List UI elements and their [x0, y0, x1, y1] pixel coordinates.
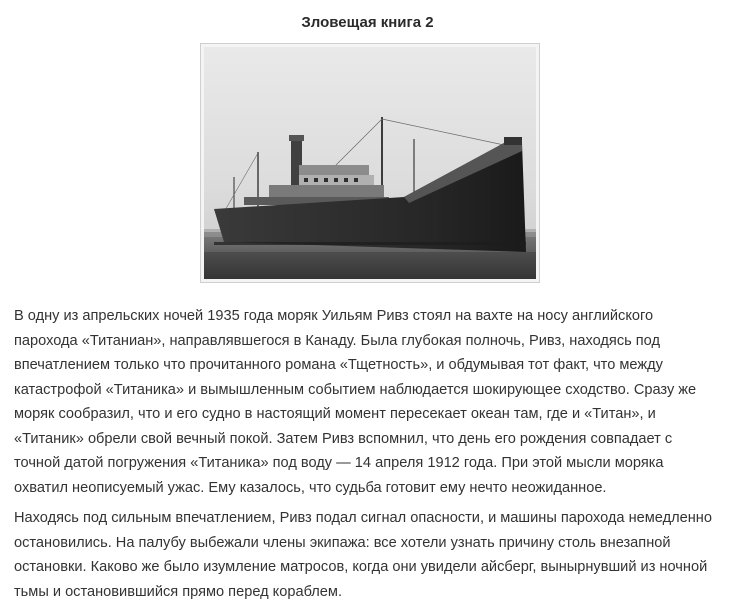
text-line: моряк сообразил, что и его судно в настоящий момент пересекает океан там, где и «Титан», и [14, 402, 726, 427]
text-line: впечатлением только что прочитанного романа «Тщетность», и обдумывая тот факт, что между [14, 353, 726, 378]
text-line: остановились. На палубу выбежали члены экипажа: все хотели узнать причину столь внезапной [14, 531, 726, 556]
text-line: В одну из апрельских ночей 1935 года моряк Уильям Ривз стоял на вахте на носу английского [14, 304, 726, 329]
text-line: точной датой погружения «Титаника» под воду — 14 апреля 1912 года. При этой мысли моряка [14, 451, 726, 476]
paragraph-1 [14, 304, 726, 500]
article-title: Зловещая книга 2 [0, 13, 735, 33]
paragraph-2 [14, 506, 726, 604]
text-line: Находясь под сильным впечатлением, Ривз подал сигнал опасности, и машины парохода немедленно [14, 506, 726, 531]
text-line: тьмы и остановившийся прямо перед кораблем. [14, 580, 726, 604]
text-line: остановки. Каково же было изумление матросов, когда они увидели айсберг, вынырнувший из ночной [14, 555, 726, 580]
ship-photo-image [204, 47, 536, 279]
text-line: «Титаник» обрели свой вечный покой. Затем Ривз вспомнил, что день его рождения совпадает с [14, 427, 726, 452]
text-line: парохода «Титаниан», направлявшегося в Канаду. Была глубокая полночь, Ривз, находясь под [14, 329, 726, 354]
text-line: охватил неописуемый ужас. Ему казалось, что судьба готовит ему нечто неожиданное. [14, 476, 726, 501]
ship-photo [200, 43, 540, 283]
text-line: катастрофой «Титаника» и вымышленным событием наблюдается шокирующее сходство. Сразу же [14, 378, 726, 403]
